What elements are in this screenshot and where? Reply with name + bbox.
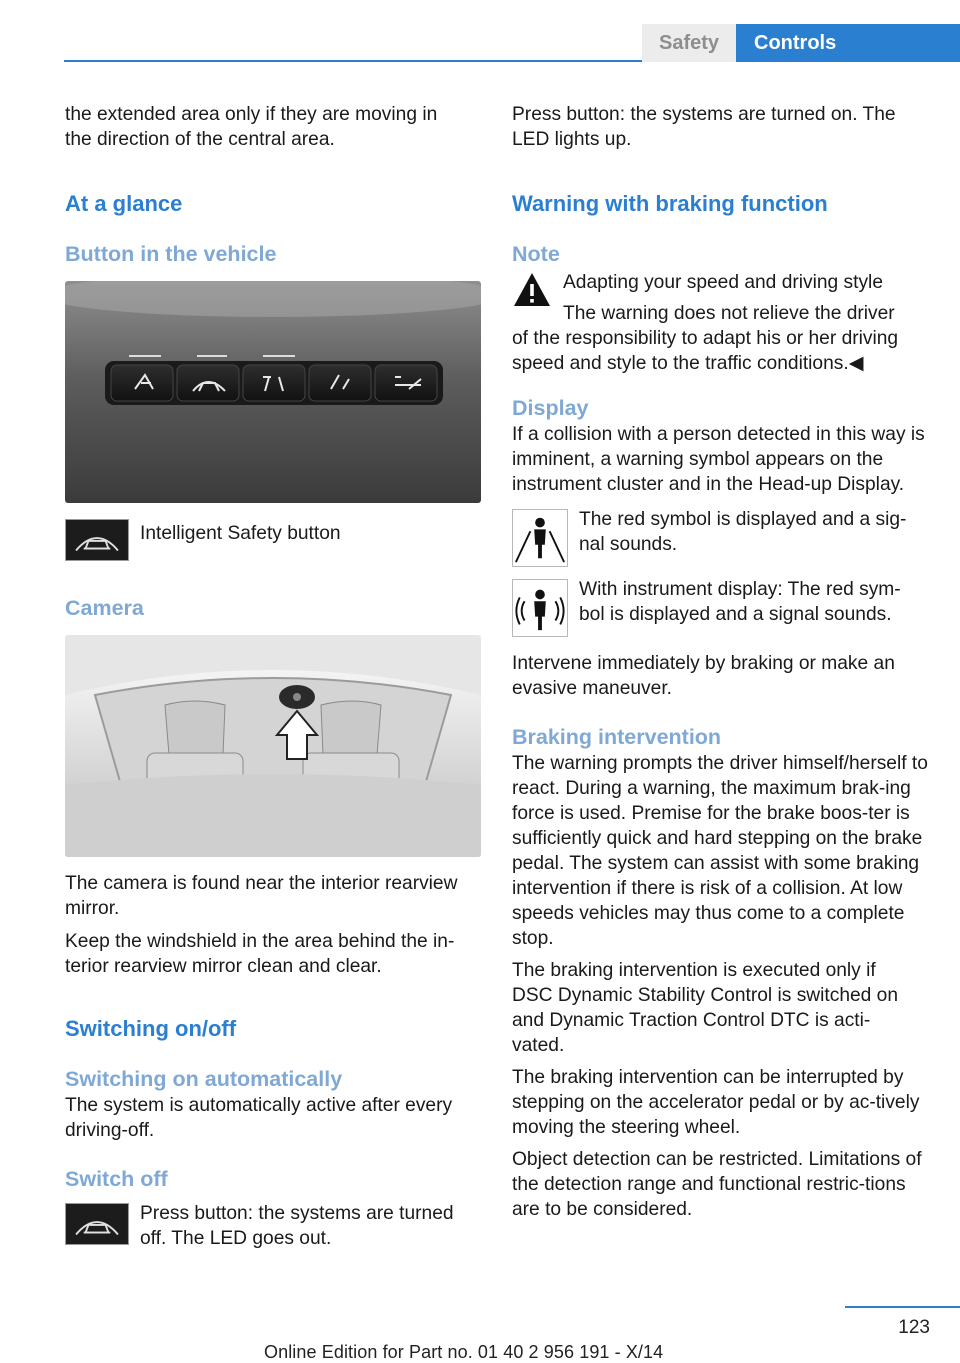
intelligent-safety-caption-row [65,519,483,561]
braking-text-3: The braking intervention can be interrupted by stepping on the accelerator pedal or by ac‐tively moving the steering wheel. [512,1067,920,1138]
camera-location-image [65,635,481,857]
braking-text-4: Object detection can be restricted. Limitations of the detection range and functional restric‐tions are to be considered. [512,1149,922,1220]
heading-camera: Camera [65,596,144,620]
symbol-instrument-text: With instrument display: The red sym‐bol is displayed and a signal sounds. [579,579,901,625]
heading-at-a-glance: At a glance [65,191,183,216]
heading-display: Display [512,396,589,420]
press-on-text: Press button: the systems are turned on. The LED lights up. [512,104,896,150]
note-title: Adapting your speed and driving style [563,272,883,293]
note-body [563,270,895,326]
note-row [512,270,930,326]
camera-text-2: Keep the windshield in the area behind the in‐terior rearview mirror clean and clear. [65,931,455,977]
heading-switch-off: Switch off [65,1167,168,1191]
switching-on-automatically-text: The system is automatically active after every driving-off. [65,1095,453,1141]
braking-text-2: The braking intervention is executed only if DSC Dynamic Stability Control is switched on and Dynamic Traction Control DTC is acti‐vated. [512,960,899,1056]
left-column [65,102,483,1251]
camera-text-1: The camera is found near the interior rearview mirror. [65,873,458,919]
symbol-instrument-row [512,579,930,637]
button-panel-image [65,281,481,503]
braking-text-1: The warning prompts the driver himself/herself to react. During a warning, the maximum brak‐ing force is used. Premise for the brake boos‐ter is sufficiently quick and hard stepping on the brake pedal. The system can assist with some braking intervention if there is risk of a collision. At low speeds vehicles may thus come to a complete stop. [512,753,928,949]
switch-off-row [65,1203,483,1251]
intro-text: the extended area only if they are moving in the direction of the central area. [65,104,438,150]
footer-edition-text: Online Edition for Part no. 01 40 2 956 191 - X/14 [264,1342,664,1362]
symbol-red-row [512,509,930,567]
header-tab-safety[interactable]: Safety [642,24,736,62]
pedestrian-warning-icon [512,509,568,567]
heading-switching-on-off: Switching on/off [65,1016,237,1041]
heading-note: Note [512,242,560,266]
pedestrian-sound-warning-icon [512,579,568,637]
intelligent-safety-button-icon [65,519,129,561]
heading-button-in-vehicle: Button in the vehicle [65,242,277,266]
symbol-red-text: The red symbol is displayed and a sig‐nal sounds. [579,509,907,555]
intelligent-safety-caption: Intelligent Safety button [140,523,341,544]
heading-braking-intervention: Braking intervention [512,725,722,749]
warning-triangle-icon [512,270,552,310]
intelligent-safety-button-icon-small [65,1203,129,1245]
header-tab-controls[interactable]: Controls [736,24,960,62]
right-column [512,102,930,1222]
page-number: 123 [898,1317,930,1338]
note-text-2: of the responsibility to adapt his or her driving speed and style to the traffic conditions.◀ [512,328,899,374]
display-text: If a collision with a person detected in this way is imminent, a warning symbol appears on the instrument cluster and in the Head-up Display. [512,424,925,495]
intervene-text: Intervene immediately by braking or make an evasive maneuver. [512,653,895,699]
note-text-1: The warning does not relieve the driver [563,303,895,324]
footer-rule [845,1306,960,1308]
heading-warning-braking: Warning with braking function [512,191,828,216]
heading-switching-on-automatically: Switching on automatically [65,1067,343,1091]
switch-off-text: Press button: the systems are turned off. The LED goes out. [140,1203,454,1249]
